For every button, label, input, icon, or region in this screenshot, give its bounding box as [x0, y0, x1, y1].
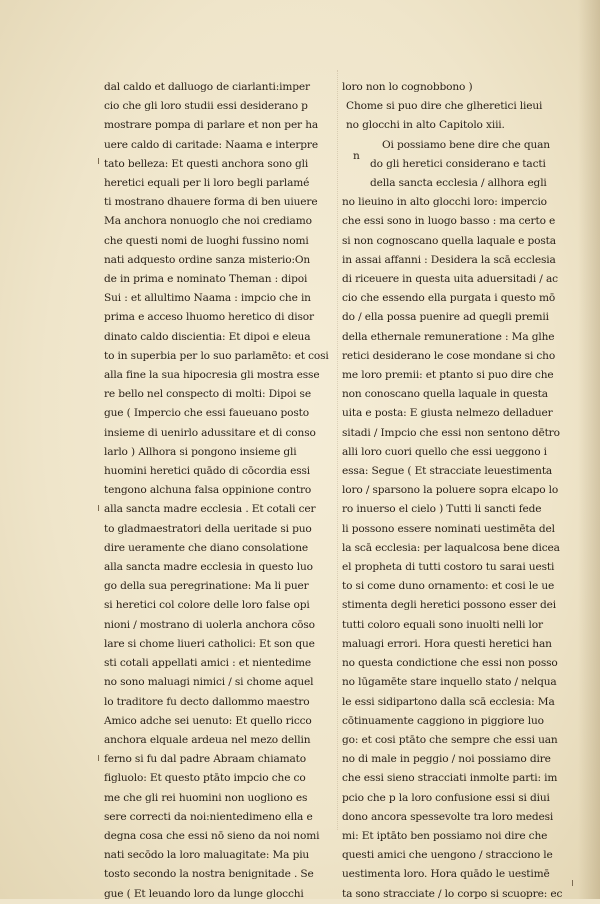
text-line: li possono essere nominati uestimēta del: [342, 522, 555, 535]
text-line: do / ella possa puenire ad quegli premii: [342, 311, 549, 324]
text-line: prima e acceso lhuomo heretico di disor: [104, 311, 314, 324]
text-line: della ethernale remuneratione : Ma glhe: [342, 330, 555, 343]
text-line: go: et cosi ptāto che sempre che essi uan: [342, 733, 558, 746]
text-line: questi amici che uengono / stracciono le: [342, 849, 553, 862]
text-line: alla sancta madre ecclesia . Et cotali cer: [104, 503, 316, 516]
margin-mark: [98, 505, 99, 511]
text-line: Sui : et allultimo Naama : impcio che in: [104, 292, 311, 305]
text-line: Ma anchora nonuoglo che noi crediamo: [104, 215, 312, 228]
text-line: uestimenta loro. Hora quādo le uestimē: [342, 868, 550, 881]
text-line: tutti coloro equali sono inuolti nelli lor: [342, 618, 543, 631]
text-line: della sancta ecclesia / allhora egli: [370, 177, 547, 190]
text-line: che questi nomi de luoghi fussino nomi: [104, 234, 309, 247]
text-line: ferno si fu dal padre Abraam chiamato: [104, 753, 307, 766]
text-line: anchora elquale ardeua nel mezo dellin: [104, 733, 311, 746]
text-line: cio che essendo ella purgata i questo mō: [342, 292, 556, 305]
text-line: to in superbia per lo suo parlamēto: et cosi: [104, 349, 329, 362]
text-line: retici desiderano le cose mondane si cho: [342, 349, 556, 362]
text-line: uita e posta: E giusta nelmezo delladuer: [342, 407, 553, 420]
text-line: insieme di uenirlo adussitare et di conso: [104, 426, 316, 439]
text-line: tato belleza: Et questi anchora sono gli: [104, 157, 309, 170]
margin-mark: [98, 158, 99, 164]
text-line: loro non lo cognobbono ): [342, 81, 473, 93]
text-line: la scā ecclesia: per laqualcosa bene dicea: [342, 541, 560, 554]
text-line: sti cotali appellati amici : et nientedime: [104, 657, 312, 670]
text-line: heretici equali per li loro begli parlamé: [104, 177, 310, 190]
text-line: dire ueramente che diano consolatione: [104, 541, 309, 554]
text-line: Oi possiamo bene dire che quan: [382, 138, 550, 151]
initial-guide-letter: n: [353, 150, 360, 162]
text-line: tosto secondo la nostra benignitade . Se: [104, 868, 314, 881]
text-line: si non cognoscano quella laquale e posta: [342, 234, 556, 247]
text-line: ta sono stracciate / lo corpo si scuopre: ec: [342, 887, 563, 900]
text-line: alla sancta madre ecclesia in questo luo: [104, 561, 313, 574]
page-edge-shadow: [578, 0, 600, 899]
column-gutter: [337, 70, 338, 830]
text-line: huomini heretici quādo di cōcordia essi: [104, 465, 310, 478]
text-line: figluolo: Et questo ptāto impcio che co: [104, 772, 306, 785]
text-line: mi: Et iptāto ben possiamo noi dire che: [342, 829, 548, 842]
text-line: no glocchi in alto Capitolo xiii.: [346, 119, 505, 132]
text-line: do gli heretici considerano e tacti: [370, 157, 546, 170]
text-line: no di male in peggio / noi possiamo dire: [342, 753, 551, 766]
text-line: alla fine la sua hipocresia gli mostra esse: [104, 369, 320, 382]
text-line: nati adquesto ordine sanza misterio:On: [104, 253, 311, 266]
text-line: Amico adche sei uenuto: Et quello ricco: [104, 714, 312, 727]
margin-mark: [98, 755, 99, 761]
text-line: lare si chome liueri catholici: Et son que: [104, 637, 315, 650]
text-line: de in prima e nominato Theman : dipoi: [104, 273, 308, 286]
text-line: sitadi / Impcio che essi non sentono dētro: [342, 426, 560, 439]
text-line: maluagi errori. Hora questi heretici han: [342, 637, 552, 650]
text-line: in assai affanni : Desidera la scā ecclesia: [342, 253, 556, 266]
right-text-column: [342, 78, 564, 904]
text-line: el propheta di tutti costoro tu sarai uesti: [342, 561, 555, 574]
text-line: me che gli rei huomini non uogliono es: [104, 791, 308, 804]
text-line: le essi sidipartono dalla scā ecclesia: Ma: [342, 695, 555, 708]
text-line: alli loro cuori quello che essi ueggono i: [342, 445, 547, 458]
text-line: essa: Segue ( Et stracciate leuestimenta: [342, 465, 553, 478]
text-line: no lūgamēte stare inquello stato / nelqua: [342, 676, 557, 689]
text-line: gue ( Impercio che essi faueuano posto: [104, 407, 310, 420]
text-line: no sono maluagi nimici / si chome aquel: [104, 676, 314, 689]
text-line: Chome si puo dire che glheretici lieui: [346, 100, 543, 113]
text-line: pcio che p la loro confusione essi si diui: [342, 791, 550, 804]
text-line: no questa condictione che essi non posso: [342, 657, 558, 670]
text-line: ti mostrano dhauere forma di ben uiuere: [104, 196, 318, 209]
text-line: che essi sieno stracciati inmolte parti: im: [342, 772, 558, 785]
text-line: dinato caldo discientia: Et dipoi e eleua: [104, 330, 311, 343]
text-line: tengono alchuna falsa oppinione contro: [104, 484, 312, 497]
text-line: nati secōdo la loro maluagitate: Ma piu: [104, 849, 310, 862]
text-line: go della sua peregrinatione: Ma li puer: [104, 580, 309, 593]
text-line: si heretici col colore delle loro false opi: [104, 599, 310, 612]
margin-mark: [572, 880, 573, 886]
text-line: dono ancora spessevolte tra loro medesi: [342, 810, 554, 823]
text-line: larlo ) Allhora si pongono insieme gli: [104, 445, 297, 458]
text-line: dal caldo et dalluogo de ciarlanti:imper: [104, 81, 310, 93]
text-line: di riceuere in questa uita aduersitadi / ac: [342, 273, 558, 286]
text-line: lo traditore fu decto dallommo maestro: [104, 695, 310, 708]
text-line: cōtinuamente caggiono in piggiore luo: [342, 714, 544, 727]
text-line: sere correcti da noi:nientedimeno ella e: [104, 810, 313, 823]
text-line: to si come duno ornamento: et cosi le ue: [342, 580, 555, 593]
text-line: degna cosa che essi nō sieno da noi nomi: [104, 829, 320, 842]
text-line: non conoscano quella laquale in questa: [342, 388, 548, 401]
text-line: no lieuino in alto glocchi loro: impercio: [342, 196, 547, 209]
text-line: mostrare pompa di parlare et non per ha: [104, 119, 319, 132]
text-line: me loro premii: et ptanto si puo dire che: [342, 369, 554, 382]
text-line: stimenta degli heretici possono esser dei: [342, 599, 557, 612]
text-line: uere caldo di caritade: Naama e interpre: [104, 138, 318, 151]
text-line: to gladmaestratori della ueritade si puo: [104, 522, 312, 535]
text-line: nioni / mostrano di uolerla anchora cōso: [104, 618, 315, 631]
text-line: loro / sparsono la poluere sopra elcapo lo: [342, 484, 559, 497]
text-line: ro inuerso el cielo ) Tutti li sancti fede: [342, 503, 542, 516]
text-line: che essi sono in luogo basso : ma certo e: [342, 215, 556, 228]
left-text-column: [104, 78, 332, 904]
text-line: gue ( Et leuando loro da lunge glocchi: [104, 887, 304, 900]
text-line: cio che gli loro studii essi desiderano p: [104, 100, 308, 113]
text-line: re bello nel conspecto di molti: Dipoi se: [104, 388, 311, 401]
